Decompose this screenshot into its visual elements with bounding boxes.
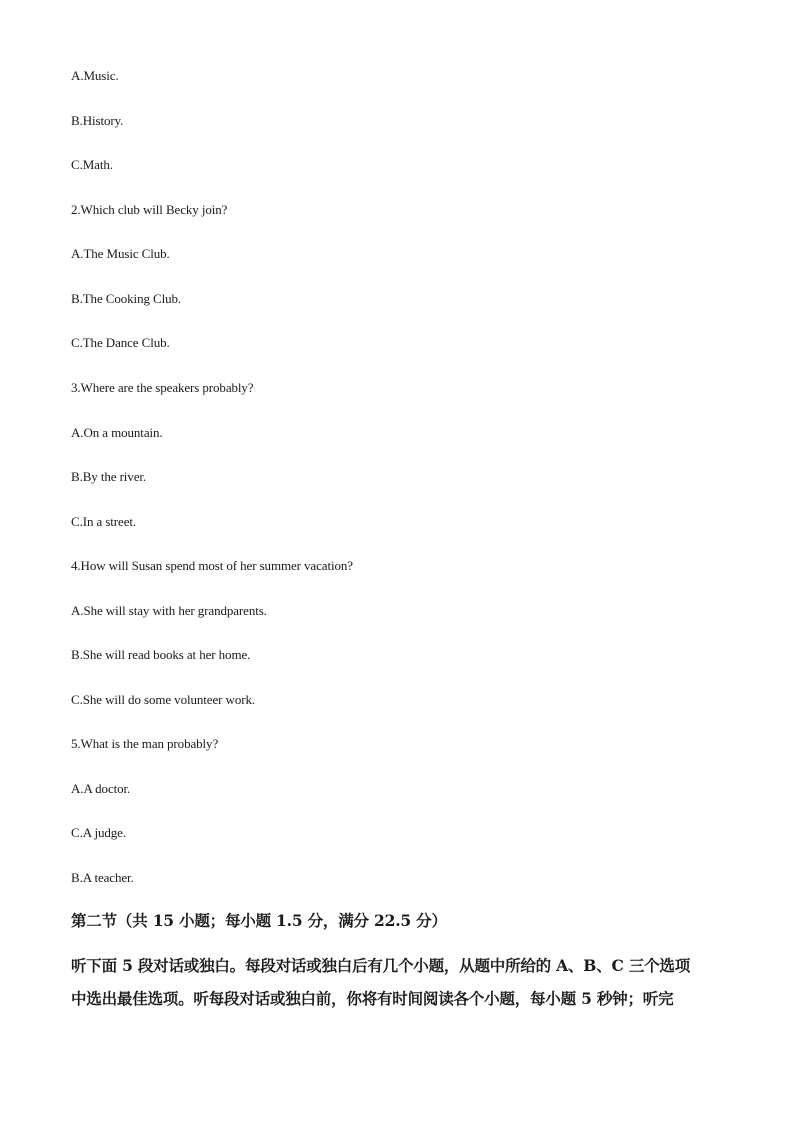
q4-option-a: A.She will stay with her grandparents. <box>71 603 267 618</box>
q2-question: 2.Which club will Becky join? <box>71 202 228 217</box>
q2-option-a: A.The Music Club. <box>71 246 170 261</box>
section2-instruction-line1: 听下面 5 段对话或独白。每段对话或独白后有几个小题，从题中所给的 A、B、C 三个选项 <box>71 956 691 975</box>
q1-option-b: B.History. <box>71 113 124 128</box>
q3-option-c: C.In a street. <box>71 514 137 529</box>
q3-option-a: A.On a mountain. <box>71 425 163 440</box>
q4-option-c: C.She will do some volunteer work. <box>71 692 255 707</box>
q2-option-b: B.The Cooking Club. <box>71 291 182 306</box>
q3-question: 3.Where are the speakers probably? <box>71 380 254 395</box>
q4-option-b: B.She will read books at her home. <box>71 647 251 662</box>
q1-option-a: A.Music. <box>71 68 119 83</box>
q1-option-c: C.Math. <box>71 157 113 172</box>
section2-title: 第二节（共 15 小题；每小题 1.5 分，满分 22.5 分） <box>71 911 447 930</box>
q5-option-a: A.A doctor. <box>71 781 131 796</box>
q4-question: 4.How will Susan spend most of her summer vacation? <box>71 558 353 573</box>
q5-option-b: B.A teacher. <box>71 870 134 885</box>
section2-instruction-line2: 中选出最佳选项。听每段对话或独白前，你将有时间阅读各个小题，每小题 5 秒钟；听完 <box>71 989 674 1008</box>
q5-option-c: C.A judge. <box>71 825 126 840</box>
q5-question: 5.What is the man probably? <box>71 736 219 751</box>
q2-option-c: C.The Dance Club. <box>71 335 170 350</box>
q3-option-b: B.By the river. <box>71 469 147 484</box>
